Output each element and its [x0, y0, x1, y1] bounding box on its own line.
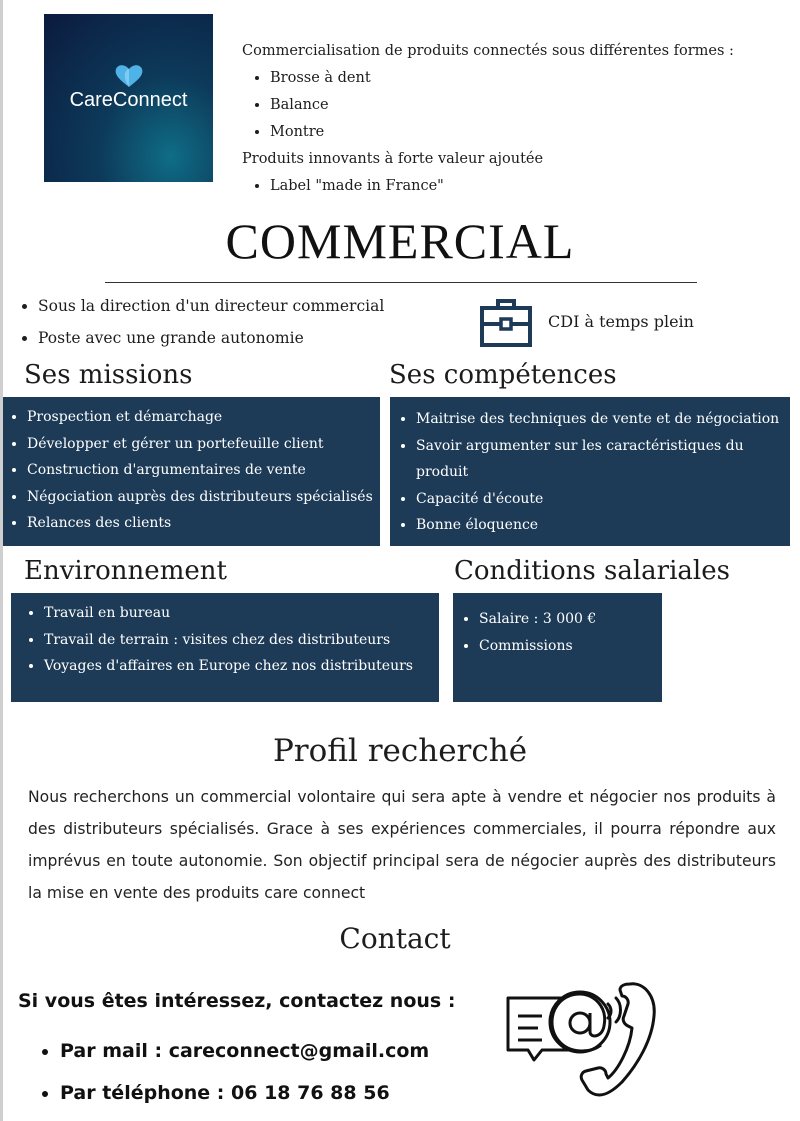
careconnect-logo	[44, 14, 213, 182]
list-item: • Capacité d'écoute	[416, 486, 780, 513]
conditions-heading: Conditions salariales	[454, 556, 730, 586]
briefcase-icon	[479, 296, 533, 348]
list-item: • Bonne éloquence	[416, 512, 780, 539]
competences-box	[390, 397, 790, 546]
heart-icon	[114, 64, 144, 88]
list-item: • Relances des clients	[27, 510, 380, 537]
intro-line-1: Commercialisation de produits connectés sous différentes formes :	[242, 43, 734, 59]
intro-line-2: Produits innovants à forte valeur ajoutée	[242, 151, 544, 167]
list-item: • Travail en bureau	[44, 600, 439, 627]
competences-heading: Ses compétences	[389, 360, 617, 390]
list-item: • Prospection et démarchage	[27, 404, 380, 431]
list-item: • Construction d'argumentaires de vente	[27, 457, 380, 484]
list-item: • Voyages d'affaires en Europe chez nos distributeurs	[44, 653, 439, 680]
list-item: • Commissions	[479, 633, 662, 660]
list-item: • Brosse à dent	[270, 65, 782, 92]
list-item: • Poste avec une grande autonomie	[38, 322, 384, 354]
contact-list	[34, 1030, 429, 1114]
list-item: • Montre	[270, 119, 782, 146]
email-phone-icon	[498, 978, 664, 1100]
title-divider	[105, 282, 697, 283]
intro-block	[242, 38, 782, 200]
environnement-heading: Environnement	[24, 556, 227, 586]
logo-text: CareConnect	[69, 89, 188, 111]
label-list	[242, 173, 782, 200]
list-item: • Développer et gérer un portefeuille client	[27, 431, 380, 458]
list-item: • Maitrise des techniques de vente et de négociation	[416, 406, 780, 433]
missions-box	[3, 397, 380, 546]
environnement-box	[11, 593, 439, 702]
list-item: • Travail de terrain : visites chez des distributeurs	[44, 627, 439, 654]
list-item: • Négociation auprès des distributeurs spécialisés	[27, 484, 380, 511]
list-item: • Label "made in France"	[270, 173, 782, 200]
list-item: • Salaire : 3 000 €	[479, 606, 662, 633]
profil-heading: Profil recherché	[272, 733, 528, 769]
conditions-box	[453, 593, 662, 702]
contact-phone[interactable]: • Par téléphone : 06 18 76 88 56	[60, 1072, 429, 1114]
missions-heading: Ses missions	[24, 360, 193, 390]
product-list	[242, 65, 782, 146]
contact-email[interactable]: • Par mail : careconnect@gmail.com	[60, 1030, 429, 1072]
contact-heading: Contact	[339, 922, 451, 955]
list-item: • Savoir argumenter sur les caractéristiques du produit	[416, 433, 780, 486]
list-item: • Sous la direction d'un directeur commercial	[38, 290, 384, 322]
direction-block	[20, 290, 384, 354]
list-item: • Balance	[270, 92, 782, 119]
contract-type: CDI à temps plein	[548, 312, 694, 331]
profil-text: Nous recherchons un commercial volontaire qui sera apte à vendre et négocier nos produits à des distributeurs spécialisés. Grace à ses expériences commerciales, il pourra répondre aux imprévus en toute autonomie. Son objectif principal sera de négocier auprès des distributeurs la mise en vente des produits care connect	[28, 788, 776, 902]
page-title: COMMERCIAL	[225, 213, 575, 269]
contact-intro: Si vous êtes intéressez, contactez nous :	[18, 990, 456, 1012]
